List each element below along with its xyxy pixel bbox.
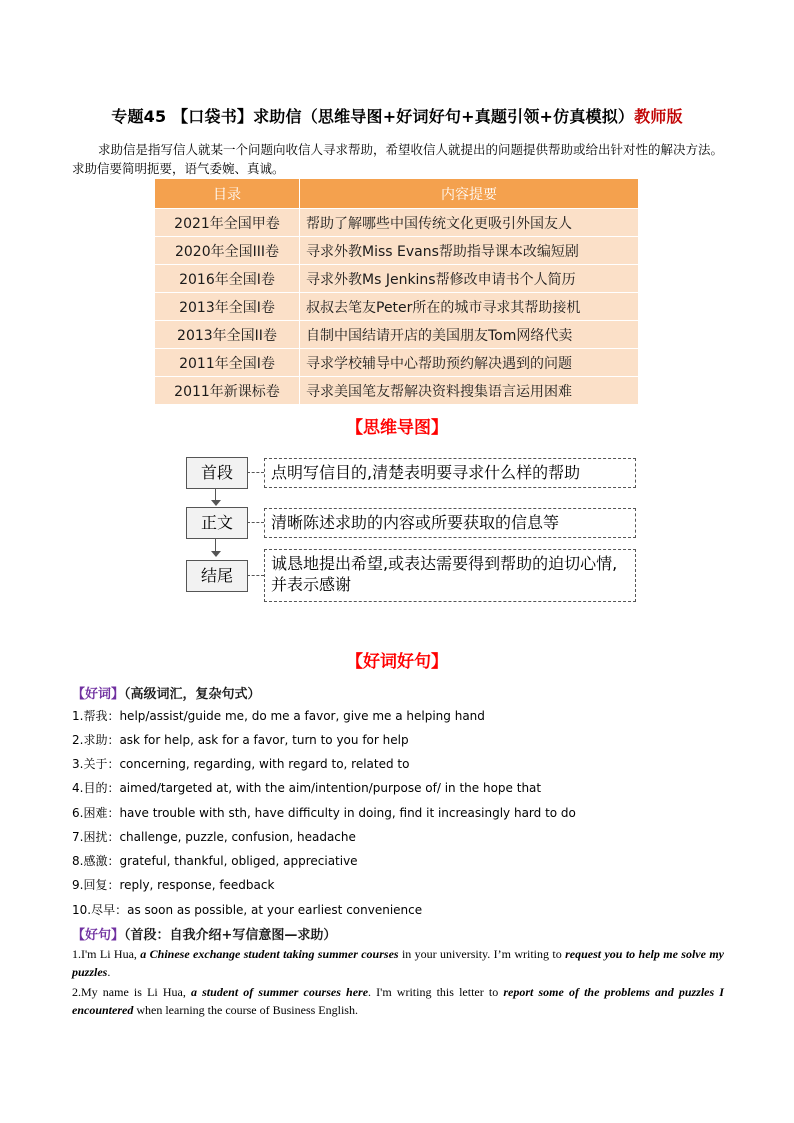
arrow-down-icon	[211, 500, 221, 506]
table-header-row	[155, 179, 639, 209]
list-item: 4.目的：aimed/targeted at, with the aim/intention/purpose of/ in the hope that	[72, 781, 542, 795]
mindmap-node-opening: 首段	[186, 457, 248, 489]
mindmap-note-closing: 诚恳地提出希望,或表达需要得到帮助的迫切心情,并表示感谢	[264, 549, 636, 602]
sentences-subheading-bracket: 【好句】	[72, 928, 125, 943]
list-item: 1.帮我：help/assist/guide me, do me a favor, give me a helping hand	[72, 709, 485, 723]
list-item: 7.困扰：challenge, puzzle, confusion, headache	[72, 830, 356, 844]
words-subheading-text: （高级词汇，复杂句式）	[124, 687, 261, 702]
sentence-1	[72, 945, 724, 981]
sentences-subheading-text: （首段：自我介绍+写信意图—求助）	[124, 928, 337, 943]
title-suffix: 教师版	[634, 107, 683, 126]
table-row	[155, 321, 639, 349]
list-item: 6.困难：have trouble with sth, have difficulty in doing, find it increasingly hard to do	[72, 806, 576, 820]
row-desc: 寻求外教Miss Evans帮助指导课本改编短剧	[300, 237, 639, 265]
list-item: 3.关于：concerning, regarding, with regard to, related to	[72, 757, 410, 771]
intro-paragraph	[72, 140, 724, 178]
table-row	[155, 209, 639, 237]
table-row	[155, 377, 639, 405]
table-row	[155, 293, 639, 321]
mindmap-note-body: 清晰陈述求助的内容或所要获取的信息等	[264, 508, 636, 538]
sentence-highlight: a student of summer courses here	[191, 985, 369, 999]
mindmap-connector	[247, 575, 264, 576]
mindmap-line	[215, 488, 216, 500]
list-item: 9.回复：reply, response, feedback	[72, 878, 275, 892]
mindmap-node-body: 正文	[186, 507, 248, 539]
row-desc: 帮助了解哪些中国传统文化更吸引外国友人	[300, 209, 639, 237]
mindmap-line	[215, 538, 216, 551]
sentence-text: in your university. I’m writing to	[398, 947, 566, 961]
sentences-subheading	[72, 924, 732, 943]
row-desc: 自制中国结请开店的美国朋友Tom网络代卖	[300, 321, 639, 349]
row-desc: 寻求美国笔友帮解决资料搜集语言运用困难	[300, 377, 639, 405]
mindmap-note-opening: 点明写信目的,清楚表明要寻求什么样的帮助	[264, 458, 636, 488]
sentence-highlight: request you to help me solve my puzzles	[72, 947, 724, 979]
row-desc: 寻求外教Ms Jenkins帮修改申请书个人简历	[300, 265, 639, 293]
table-row	[155, 349, 639, 377]
sentence-text: when learning the course of Business English.	[133, 1003, 358, 1017]
mindmap-connector	[247, 522, 264, 523]
intro-text: 求助信是指写信人就某一个问题向收信人寻求帮助，希望收信人就提出的问题提供帮助或给出针对性的解决方法。求助信要简明扼要，语气委婉、真诚。	[72, 142, 724, 176]
sentence-highlight: report some of the problems and puzzles I encountered	[72, 985, 724, 1017]
row-desc: 寻求学校辅导中心帮助预约解决遇到的问题	[300, 349, 639, 377]
table-row	[155, 237, 639, 265]
header-summary: 内容提要	[300, 179, 639, 209]
row-year: 2013年全国II卷	[155, 321, 300, 349]
list-item: 2.求助：ask for help, ask for a favor, turn to you for help	[72, 733, 409, 747]
words-subheading-bracket: 【好词】	[72, 687, 125, 702]
mindmap-heading: 【思维导图】	[346, 418, 448, 438]
row-year: 2011年新课标卷	[155, 377, 300, 405]
row-desc: 叔叔去笔友Peter所在的城市寻求其帮助接机	[300, 293, 639, 321]
row-year: 2020年全国III卷	[155, 237, 300, 265]
contents-table	[154, 178, 639, 405]
sentence-text: .	[107, 965, 111, 979]
row-year: 2013年全国I卷	[155, 293, 300, 321]
sentence-2	[72, 983, 724, 1019]
list-item: 10.尽早：as soon as possible, at your earliest convenience	[72, 903, 423, 917]
phrases-heading: 【好词好句】	[346, 652, 448, 672]
arrow-down-icon	[211, 551, 221, 557]
words-subheading	[72, 683, 732, 702]
row-year: 2016年全国I卷	[155, 265, 300, 293]
mindmap-connector	[247, 472, 264, 473]
table-row	[155, 265, 639, 293]
mindmap-node-closing: 结尾	[186, 560, 248, 592]
page-title	[0, 104, 794, 127]
header-contents: 目录	[155, 179, 300, 209]
sentence-text: 1.I'm Li Hua,	[72, 947, 141, 961]
list-item: 8.感激：grateful, thankful, obliged, appreciative	[72, 854, 358, 868]
title-main: 专题45 【口袋书】求助信（思维导图+好词好句+真题引领+仿真模拟）	[111, 107, 635, 126]
row-year: 2021年全国甲卷	[155, 209, 300, 237]
sentence-text: 2.My name is Li Hua,	[72, 985, 191, 999]
sentence-text: . I'm writing this letter to	[368, 985, 504, 999]
sentence-highlight: a Chinese exchange student taking summer courses	[140, 947, 399, 961]
row-year: 2011年全国I卷	[155, 349, 300, 377]
